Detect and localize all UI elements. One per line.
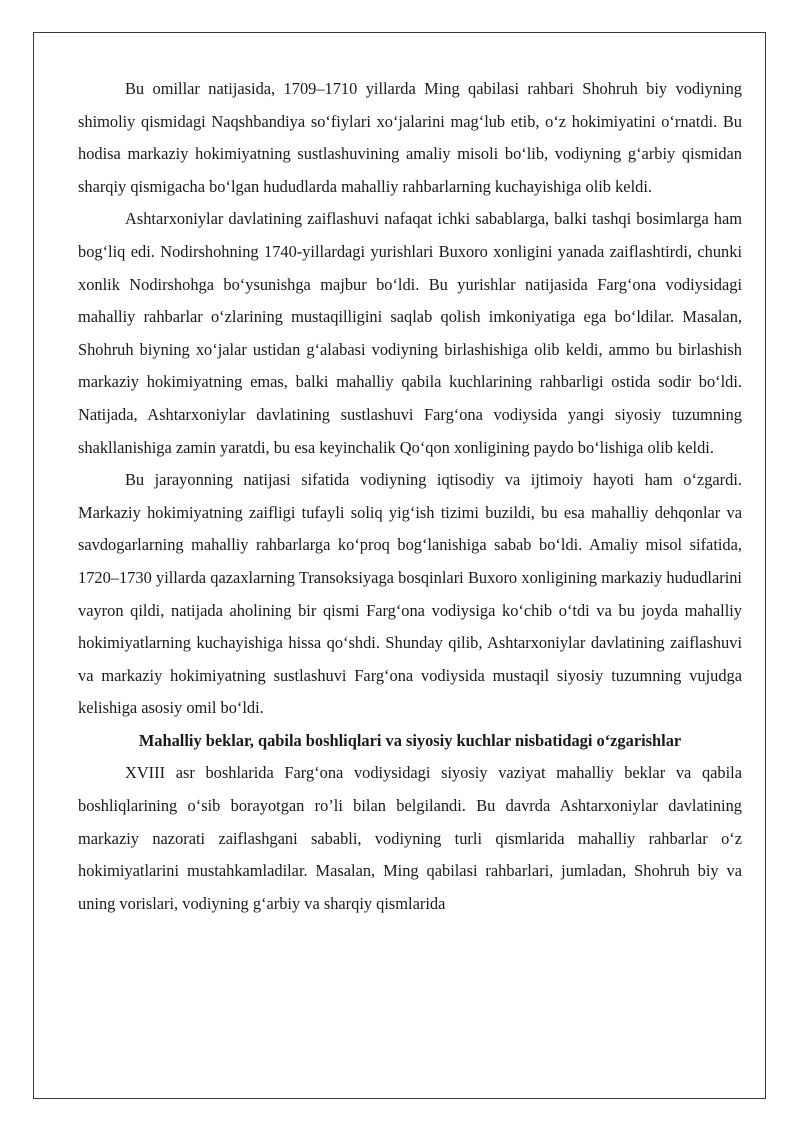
section-heading: Mahalliy beklar, qabila boshliqlari va siyosiy kuchlar nisbatidagi o‘zgarishlar [138,730,682,750]
paragraph: Bu omillar natijasida, 1709–1710 yillarda Ming qabilasi rahbari Shohruh biy vodiyning shimoliy qismidagi Naqshbandiya so‘fiylari xo‘jalarini mag‘lub etib, o‘z hokimiyatini o‘rnatdi. Bu hodisa markaziy hokimiyatning sustlashuvining amaliy misoli bo‘lib, vodiyning g‘arbiy qismidan sharqiy qismigacha bo‘lgan hududlarda mahalliy rahbarlarning kuchayishiga olib keldi. [78,79,742,196]
document-body [78,73,742,920]
paragraph: XVIII asr boshlarida Farg‘ona vodiysidagi siyosiy vaziyat mahalliy beklar va qabila boshliqlarining o‘sib borayotgan ro’li bilan belgilandi. Bu davrda Ashtarxoniylar davlatining markaziy nazorati zaiflashgani sababli, vodiyning turli qismlarida mahalliy rahbarlar o‘z hokimiyatlarini mustahkamladilar. Masalan, Ming qabilasi rahbarlari, jumladan, Shohruh biy va uning vorislari, vodiyning g‘arbiy va sharqiy qismlarida [78,763,742,913]
paragraph: Bu jarayonning natijasi sifatida vodiyning iqtisodiy va ijtimoiy hayoti ham o‘zgardi. Markaziy hokimiyatning zaifligi tufayli soliq yig‘ish tizimi buzildi, bu esa mahalliy dehqonlar va savdogarlarning mahalliy rahbarlarga ko‘proq bog‘lanishiga sabab bo‘ldi. Amaliy misol sifatida, 1720–1730 yillarda qazaxlarning Transoksiyaga bosqinlari Buxoro xonligining markaziy hududlarini vayron qildi, natijada aholining bir qismi Farg‘ona vodiysiga ko‘chib o‘tdi va bu joyda mahalliy hokimiyatlarning kuchayishiga hissa qo‘shdi. Shunday qilib, Ashtarxoniylar davlatining zaiflashuvi va markaziy hokimiyatning sustlashuvi Farg‘ona vodiysida mustaqil siyosiy tuzumning vujudga kelishiga asosiy omil bo‘ldi. [78,470,742,718]
paragraph: Ashtarxoniylar davlatining zaiflashuvi nafaqat ichki sabablarga, balki tashqi bosimlarga ham bog‘liq edi. Nodirshohning 1740-yillardagi yurishlari Buxoro xonligini yanada zaiflashtirdi, chunki xonlik Nodirshohga bo‘ysunishga majbur bo‘ldi. Bu yurishlar natijasida Farg‘ona vodiysidagi mahalliy rahbarlar o‘zlarining mustaqilligini saqlab qolish imkoniyatiga ega bo‘ldilar. Masalan, Shohruh biyning xo‘jalar ustidan g‘alabasi vodiyning birlashishiga olib keldi, ammo bu birlashish markaziy hokimiyatning emas, balki mahalliy qabila kuchlarining rahbarligi ostida sodir bo‘ldi. Natijada, Ashtarxoniylar davlatining sustlashuvi Farg‘ona vodiysida yangi siyosiy tuzumning shakllanishiga zamin yaratdi, bu esa keyinchalik Qo‘qon xonligining paydo bo‘lishiga olib keldi. [78,209,742,457]
